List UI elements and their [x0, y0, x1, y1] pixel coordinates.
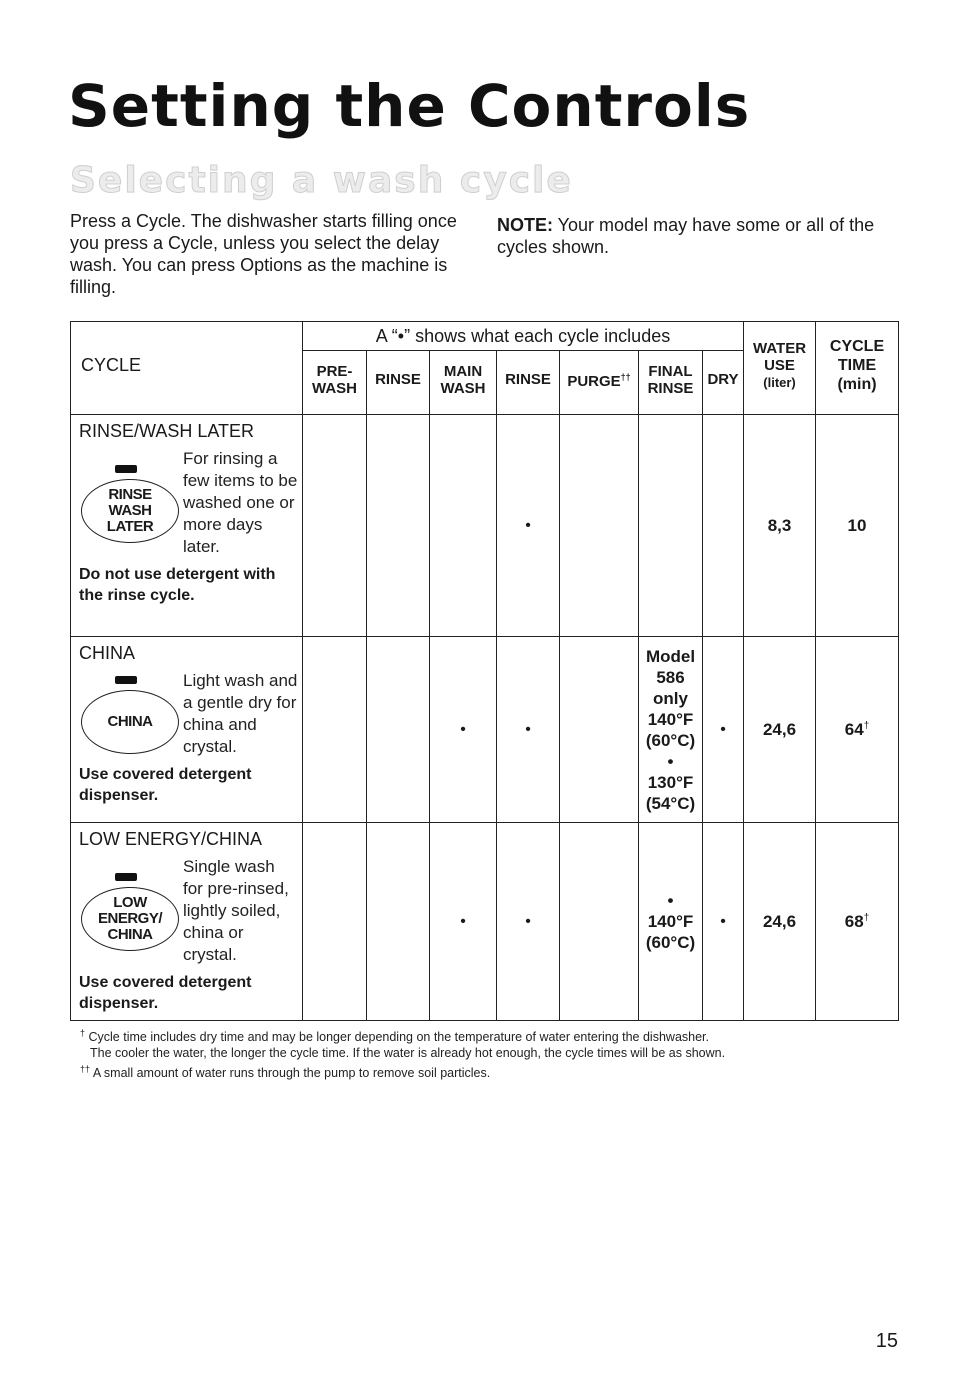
cycle-note: Use covered detergent dispenser. — [79, 974, 252, 1012]
cell-prewash — [303, 823, 367, 1021]
cell-main-wash: • — [430, 823, 497, 1021]
cell-cycle-time: 68† — [816, 823, 899, 1021]
cell-rinse-2: • — [497, 637, 560, 823]
intro-paragraph: Press a Cycle. The dishwasher starts filling once you press a Cycle, unless you select the delay wash. You can press Options as the machine is filling. — [70, 211, 457, 297]
cell-prewash — [303, 415, 367, 637]
cell-final-rinse: • 140°F (60°C) — [639, 823, 703, 1021]
cell-dry: • — [703, 637, 744, 823]
cell-rinse-1 — [367, 637, 430, 823]
cell-purge — [560, 415, 639, 637]
note-paragraph — [497, 214, 907, 258]
cell-final-rinse: Model 586 only 140°F (60°C) • 130°F (54°C) — [639, 637, 703, 823]
table-row — [71, 637, 899, 823]
footnote-1: † Cycle time includes dry time and may be longer depending on the temperature of water entering the dishwasher. — [80, 1028, 709, 1045]
cycle-description: For rinsing a few items to be washed one or more days later. — [183, 449, 298, 556]
header-water-use: WATER USE (liter) — [744, 322, 816, 415]
cell-water-use: 24,6 — [744, 637, 816, 823]
header-dry: DRY — [703, 351, 744, 415]
cell-cycle-time: 64† — [816, 637, 899, 823]
cycle-name: CHINA — [79, 643, 136, 663]
header-final-rinse: FINAL RINSE — [639, 351, 703, 415]
cell-dry — [703, 415, 744, 637]
cycle-description: Single wash for pre-rinsed, lightly soiled, china or crystal. — [183, 857, 289, 964]
low-energy-china-button-icon: LOW ENERGY/ CHINA — [79, 869, 183, 953]
rinse-wash-later-button-icon: RINSE WASH LATER — [79, 461, 183, 545]
footnote-2: †† A small amount of water runs through the pump to remove soil particles. — [80, 1064, 491, 1081]
cycle-note: Do not use detergent with the rinse cycle. — [79, 566, 276, 604]
footnote-1-continued: The cooler the water, the longer the cycle time. If the water is already hot enough, the cycle times will be as shown. — [90, 1046, 726, 1061]
table-row — [71, 823, 899, 1021]
cell-final-rinse — [639, 415, 703, 637]
cell-rinse-1 — [367, 415, 430, 637]
cell-dry: • — [703, 823, 744, 1021]
cycle-cell-china — [71, 637, 303, 823]
cell-purge — [560, 637, 639, 823]
china-button-icon: CHINA — [79, 672, 183, 756]
cell-purge — [560, 823, 639, 1021]
section-subtitle: Selecting a wash cycle — [70, 160, 573, 201]
cell-water-use: 24,6 — [744, 823, 816, 1021]
cell-cycle-time: 10 — [816, 415, 899, 637]
cell-rinse-2: • — [497, 415, 560, 637]
note-text: Your model may have some or all of the cycles shown. — [497, 215, 875, 257]
cell-water-use: 8,3 — [744, 415, 816, 637]
header-cycle-time: CYCLE TIME (min) — [816, 322, 899, 415]
header-rinse-1: RINSE — [367, 351, 430, 415]
cycle-table — [70, 321, 899, 1021]
cycle-cell-rinse-wash-later — [71, 415, 303, 637]
cycle-note: Use covered detergent dispenser. — [79, 766, 252, 804]
header-includes: A “•” shows what each cycle includes — [303, 322, 744, 351]
cell-main-wash — [430, 415, 497, 637]
header-main-wash: MAIN WASH — [430, 351, 497, 415]
header-purge: PURGE†† — [560, 351, 639, 415]
footnotes — [80, 1025, 910, 1081]
cycle-name: RINSE/WASH LATER — [79, 421, 255, 441]
cycle-table-container — [70, 321, 898, 1021]
page-title: Setting the Controls — [68, 72, 751, 140]
cell-rinse-2: • — [497, 823, 560, 1021]
note-label: NOTE: — [497, 215, 553, 235]
cycle-cell-low-energy-china — [71, 823, 303, 1021]
cycle-description: Light wash and a gentle dry for china and crystal. — [183, 671, 298, 756]
cell-prewash — [303, 637, 367, 823]
header-prewash: PRE- WASH — [303, 351, 367, 415]
cell-main-wash: • — [430, 637, 497, 823]
header-cycle: CYCLE — [71, 322, 303, 415]
cycle-name: LOW ENERGY/CHINA — [79, 829, 263, 849]
table-row — [71, 415, 899, 637]
page-number: 15 — [875, 1330, 898, 1352]
cell-rinse-1 — [367, 823, 430, 1021]
header-rinse-2: RINSE — [497, 351, 560, 415]
